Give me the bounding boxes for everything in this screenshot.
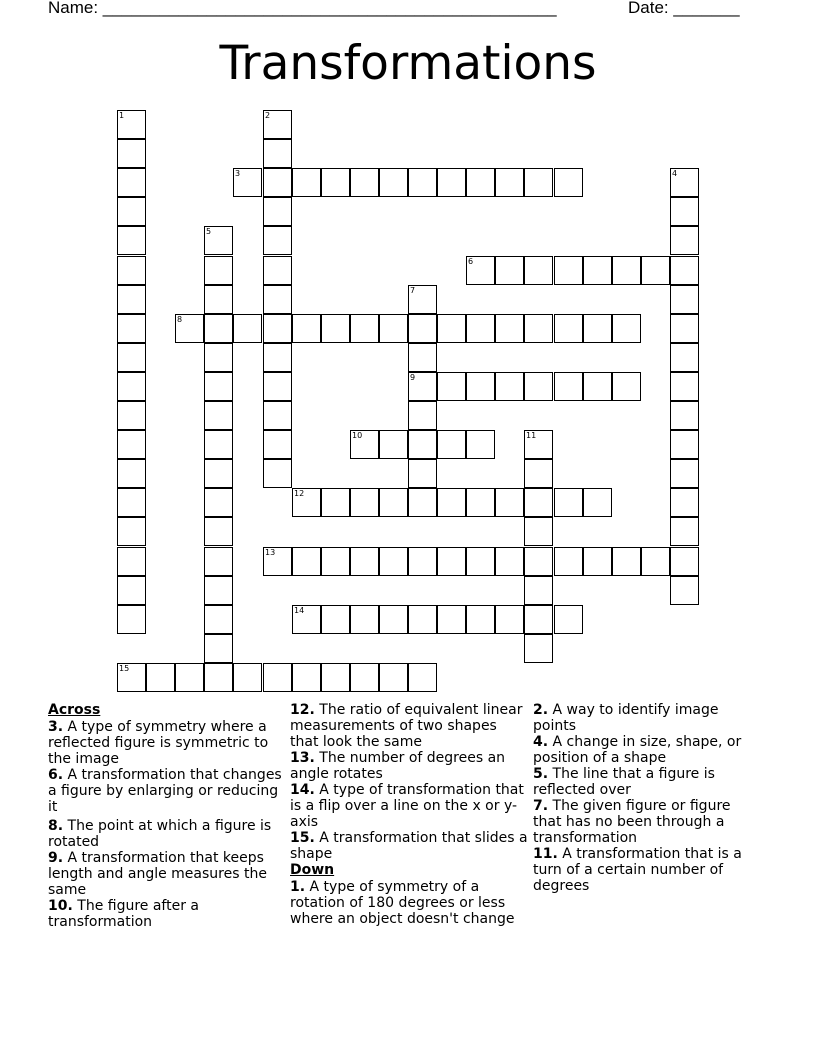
- grid-cell[interactable]: [292, 663, 321, 692]
- grid-cell[interactable]: [263, 372, 292, 401]
- grid-cell[interactable]: [117, 663, 146, 692]
- grid-cell[interactable]: [117, 430, 146, 459]
- grid-cell[interactable]: [263, 314, 292, 343]
- grid-cell[interactable]: [670, 256, 699, 285]
- clue-across-14: 14. A type of transformation that is a flip over a line on the x or y-axis: [290, 782, 524, 830]
- grid-cell[interactable]: [437, 605, 466, 634]
- grid-cell[interactable]: [612, 314, 641, 343]
- grid-cell[interactable]: [408, 459, 437, 488]
- grid-cell[interactable]: [379, 663, 408, 692]
- grid-cell[interactable]: [524, 547, 553, 576]
- clue-down-11: 11. A transformation that is a turn of a certain number of degrees: [533, 846, 742, 894]
- clue-column-1: [48, 702, 286, 930]
- grid-cell[interactable]: [670, 168, 699, 197]
- grid-cell[interactable]: [524, 459, 553, 488]
- grid-cell[interactable]: [466, 430, 495, 459]
- grid-cell[interactable]: [466, 547, 495, 576]
- grid-cell[interactable]: [495, 314, 524, 343]
- clue-across-12: 12. The ratio of equivalent linear measurements of two shapes that look the same: [290, 702, 523, 750]
- grid-cell[interactable]: [233, 314, 262, 343]
- grid-cell[interactable]: [204, 547, 233, 576]
- clue-column-3: [533, 702, 763, 894]
- grid-cell[interactable]: [670, 226, 699, 255]
- grid-cell[interactable]: [263, 343, 292, 372]
- grid-cell[interactable]: [524, 372, 553, 401]
- grid-cell[interactable]: [379, 605, 408, 634]
- grid-cell[interactable]: [204, 343, 233, 372]
- grid-cell[interactable]: [263, 197, 292, 226]
- clue-number: 9: [410, 373, 416, 382]
- grid-cell[interactable]: [554, 605, 583, 634]
- grid-cell[interactable]: [670, 459, 699, 488]
- grid-cell[interactable]: [554, 488, 583, 517]
- grid-cell[interactable]: [408, 605, 437, 634]
- clue-across-10: 10. The figure after a transformation: [48, 898, 199, 930]
- grid-cell[interactable]: [583, 372, 612, 401]
- grid-cell[interactable]: [292, 547, 321, 576]
- clue-down-7: 7. The given figure or figure that has no been through a transformation: [533, 798, 731, 846]
- clue-across-8: 8. The point at which a figure is rotated: [48, 818, 272, 850]
- grid-cell[interactable]: [117, 139, 146, 168]
- grid-cell[interactable]: [641, 547, 670, 576]
- grid-cell[interactable]: [408, 285, 437, 314]
- grid-cell[interactable]: [292, 605, 321, 634]
- grid-cell[interactable]: [233, 168, 262, 197]
- clue-number: 12: [294, 489, 305, 498]
- grid-cell[interactable]: [204, 256, 233, 285]
- grid-cell[interactable]: [350, 168, 379, 197]
- grid-cell[interactable]: [437, 488, 466, 517]
- grid-cell[interactable]: [321, 168, 350, 197]
- grid-cell[interactable]: [175, 314, 204, 343]
- grid-cell[interactable]: [263, 459, 292, 488]
- grid-cell[interactable]: [117, 256, 146, 285]
- grid-cell[interactable]: [263, 256, 292, 285]
- grid-cell[interactable]: [495, 372, 524, 401]
- grid-cell[interactable]: [554, 168, 583, 197]
- grid-cell[interactable]: [204, 372, 233, 401]
- grid-cell[interactable]: [408, 547, 437, 576]
- clue-number: 14: [294, 606, 305, 615]
- grid-cell[interactable]: [408, 401, 437, 430]
- name-field-label[interactable]: Name: ________________________________________________: [48, 0, 557, 17]
- grid-cell[interactable]: [408, 168, 437, 197]
- grid-cell[interactable]: [321, 314, 350, 343]
- grid-cell[interactable]: [263, 110, 292, 139]
- grid-cell[interactable]: [117, 110, 146, 139]
- grid-cell[interactable]: [408, 343, 437, 372]
- grid-cell[interactable]: [466, 372, 495, 401]
- grid-cell[interactable]: [495, 256, 524, 285]
- grid-cell[interactable]: [670, 314, 699, 343]
- grid-cell[interactable]: [524, 576, 553, 605]
- grid-cell[interactable]: [233, 663, 262, 692]
- grid-cell[interactable]: [117, 517, 146, 546]
- clue-number: 11: [526, 431, 537, 440]
- grid-cell[interactable]: [350, 547, 379, 576]
- clue-across-3: 3. A type of symmetry where a reflected figure is symmetric to the image: [48, 719, 269, 767]
- grid-cell[interactable]: [524, 168, 553, 197]
- grid-cell[interactable]: [379, 430, 408, 459]
- grid-cell[interactable]: [204, 663, 233, 692]
- grid-cell[interactable]: [321, 663, 350, 692]
- grid-cell[interactable]: [583, 488, 612, 517]
- grid-cell[interactable]: [670, 197, 699, 226]
- grid-cell[interactable]: [554, 372, 583, 401]
- grid-cell[interactable]: [495, 547, 524, 576]
- clue-number: 3: [235, 169, 241, 178]
- grid-cell[interactable]: [379, 488, 408, 517]
- grid-cell[interactable]: [263, 285, 292, 314]
- grid-cell[interactable]: [466, 256, 495, 285]
- grid-cell[interactable]: [670, 517, 699, 546]
- grid-cell[interactable]: [379, 168, 408, 197]
- grid-cell[interactable]: [350, 605, 379, 634]
- grid-cell[interactable]: [612, 547, 641, 576]
- grid-cell[interactable]: [292, 314, 321, 343]
- grid-cell[interactable]: [641, 256, 670, 285]
- grid-cell[interactable]: [670, 488, 699, 517]
- grid-cell[interactable]: [204, 459, 233, 488]
- grid-cell[interactable]: [583, 547, 612, 576]
- grid-cell[interactable]: [583, 256, 612, 285]
- grid-cell[interactable]: [524, 256, 553, 285]
- grid-cell[interactable]: [117, 605, 146, 634]
- grid-cell[interactable]: [524, 488, 553, 517]
- grid-cell[interactable]: [263, 168, 292, 197]
- grid-cell[interactable]: [321, 547, 350, 576]
- grid-cell[interactable]: [437, 430, 466, 459]
- clue-number: 5: [206, 227, 212, 236]
- grid-cell[interactable]: [437, 168, 466, 197]
- grid-cell[interactable]: [321, 605, 350, 634]
- clue-number: 10: [352, 431, 363, 440]
- clue-number: 7: [410, 286, 416, 295]
- grid-cell[interactable]: [204, 605, 233, 634]
- clue-number: 1: [119, 111, 125, 120]
- grid-cell[interactable]: [350, 430, 379, 459]
- grid-cell[interactable]: [670, 576, 699, 605]
- grid-cell[interactable]: [408, 663, 437, 692]
- grid-cell[interactable]: [554, 256, 583, 285]
- grid-cell[interactable]: [408, 314, 437, 343]
- grid-cell[interactable]: [670, 401, 699, 430]
- grid-cell[interactable]: [175, 663, 204, 692]
- clue-number: 15: [119, 664, 130, 673]
- grid-cell[interactable]: [612, 256, 641, 285]
- grid-cell[interactable]: [524, 634, 553, 663]
- grid-cell[interactable]: [554, 314, 583, 343]
- clue-down-5: 5. The line that a figure is reflected over: [533, 766, 715, 798]
- grid-cell[interactable]: [408, 372, 437, 401]
- grid-cell[interactable]: [204, 517, 233, 546]
- grid-cell[interactable]: [495, 605, 524, 634]
- grid-cell[interactable]: [524, 430, 553, 459]
- grid-cell[interactable]: [263, 663, 292, 692]
- clue-number: 6: [468, 257, 474, 266]
- grid-cell[interactable]: [670, 343, 699, 372]
- grid-cell[interactable]: [292, 488, 321, 517]
- grid-cell[interactable]: [437, 372, 466, 401]
- grid-cell[interactable]: [117, 343, 146, 372]
- grid-cell[interactable]: [554, 547, 583, 576]
- clue-number: 13: [265, 548, 276, 557]
- grid-cell[interactable]: [204, 634, 233, 663]
- clue-number: 4: [672, 169, 678, 178]
- clue-across-6: 6. A transformation that changes a figure by enlarging or reducing it: [48, 767, 282, 815]
- grid-cell[interactable]: [263, 226, 292, 255]
- clue-across-13: 13. The number of degrees an angle rotates: [290, 750, 506, 782]
- clue-number: 2: [265, 111, 271, 120]
- grid-cell[interactable]: [524, 605, 553, 634]
- grid-cell[interactable]: [379, 547, 408, 576]
- grid-cell[interactable]: [117, 168, 146, 197]
- grid-cell[interactable]: [204, 401, 233, 430]
- grid-cell[interactable]: [117, 372, 146, 401]
- grid-cell[interactable]: [437, 547, 466, 576]
- grid-cell[interactable]: [408, 488, 437, 517]
- grid-cell[interactable]: [204, 226, 233, 255]
- grid-cell[interactable]: [437, 314, 466, 343]
- clue-across-9: 9. A transformation that keeps length and angle measures the same: [48, 850, 267, 898]
- grid-cell[interactable]: [466, 314, 495, 343]
- grid-cell[interactable]: [379, 314, 408, 343]
- grid-cell[interactable]: [524, 517, 553, 546]
- grid-cell[interactable]: [117, 401, 146, 430]
- grid-cell[interactable]: [292, 168, 321, 197]
- grid-cell[interactable]: [117, 197, 146, 226]
- clue-column-2: [290, 702, 528, 927]
- grid-cell[interactable]: [117, 226, 146, 255]
- grid-cell[interactable]: [263, 430, 292, 459]
- grid-cell[interactable]: [263, 547, 292, 576]
- grid-cell[interactable]: [524, 314, 553, 343]
- grid-cell[interactable]: [117, 547, 146, 576]
- grid-cell[interactable]: [204, 576, 233, 605]
- grid-cell[interactable]: [670, 430, 699, 459]
- grid-cell[interactable]: [204, 488, 233, 517]
- date-field-label[interactable]: Date: _______: [628, 0, 740, 17]
- grid-cell[interactable]: [263, 139, 292, 168]
- grid-cell[interactable]: [146, 663, 175, 692]
- grid-cell[interactable]: [583, 314, 612, 343]
- grid-cell[interactable]: [612, 372, 641, 401]
- grid-cell[interactable]: [263, 401, 292, 430]
- clue-down-2: 2. A way to identify image points: [533, 702, 719, 734]
- grid-cell[interactable]: [495, 168, 524, 197]
- clue-down-1: 1. A type of symmetry of a rotation of 180 degrees or less where an object doesn't change: [290, 879, 515, 927]
- grid-cell[interactable]: [117, 314, 146, 343]
- clue-number: 8: [177, 315, 183, 324]
- grid-cell[interactable]: [117, 576, 146, 605]
- grid-cell[interactable]: [350, 663, 379, 692]
- puzzle-title: Transformations: [219, 36, 597, 91]
- grid-cell[interactable]: [466, 168, 495, 197]
- clue-down-4: 4. A change in size, shape, or position of a shape: [533, 734, 742, 766]
- grid-cell[interactable]: [670, 372, 699, 401]
- grid-cell[interactable]: [350, 488, 379, 517]
- grid-cell[interactable]: [321, 488, 350, 517]
- grid-cell[interactable]: [117, 459, 146, 488]
- grid-cell[interactable]: [408, 430, 437, 459]
- grid-cell[interactable]: [495, 488, 524, 517]
- grid-cell[interactable]: [350, 314, 379, 343]
- across-heading: Across: [48, 702, 101, 718]
- grid-cell[interactable]: [204, 314, 233, 343]
- grid-cell[interactable]: [466, 488, 495, 517]
- grid-cell[interactable]: [204, 285, 233, 314]
- grid-cell[interactable]: [117, 488, 146, 517]
- grid-cell[interactable]: [204, 430, 233, 459]
- down-heading: Down: [290, 862, 335, 878]
- grid-cell[interactable]: [670, 285, 699, 314]
- grid-cell[interactable]: [466, 605, 495, 634]
- clue-across-15: 15. A transformation that slides a shape: [290, 830, 528, 862]
- grid-cell[interactable]: [670, 547, 699, 576]
- grid-cell[interactable]: [117, 285, 146, 314]
